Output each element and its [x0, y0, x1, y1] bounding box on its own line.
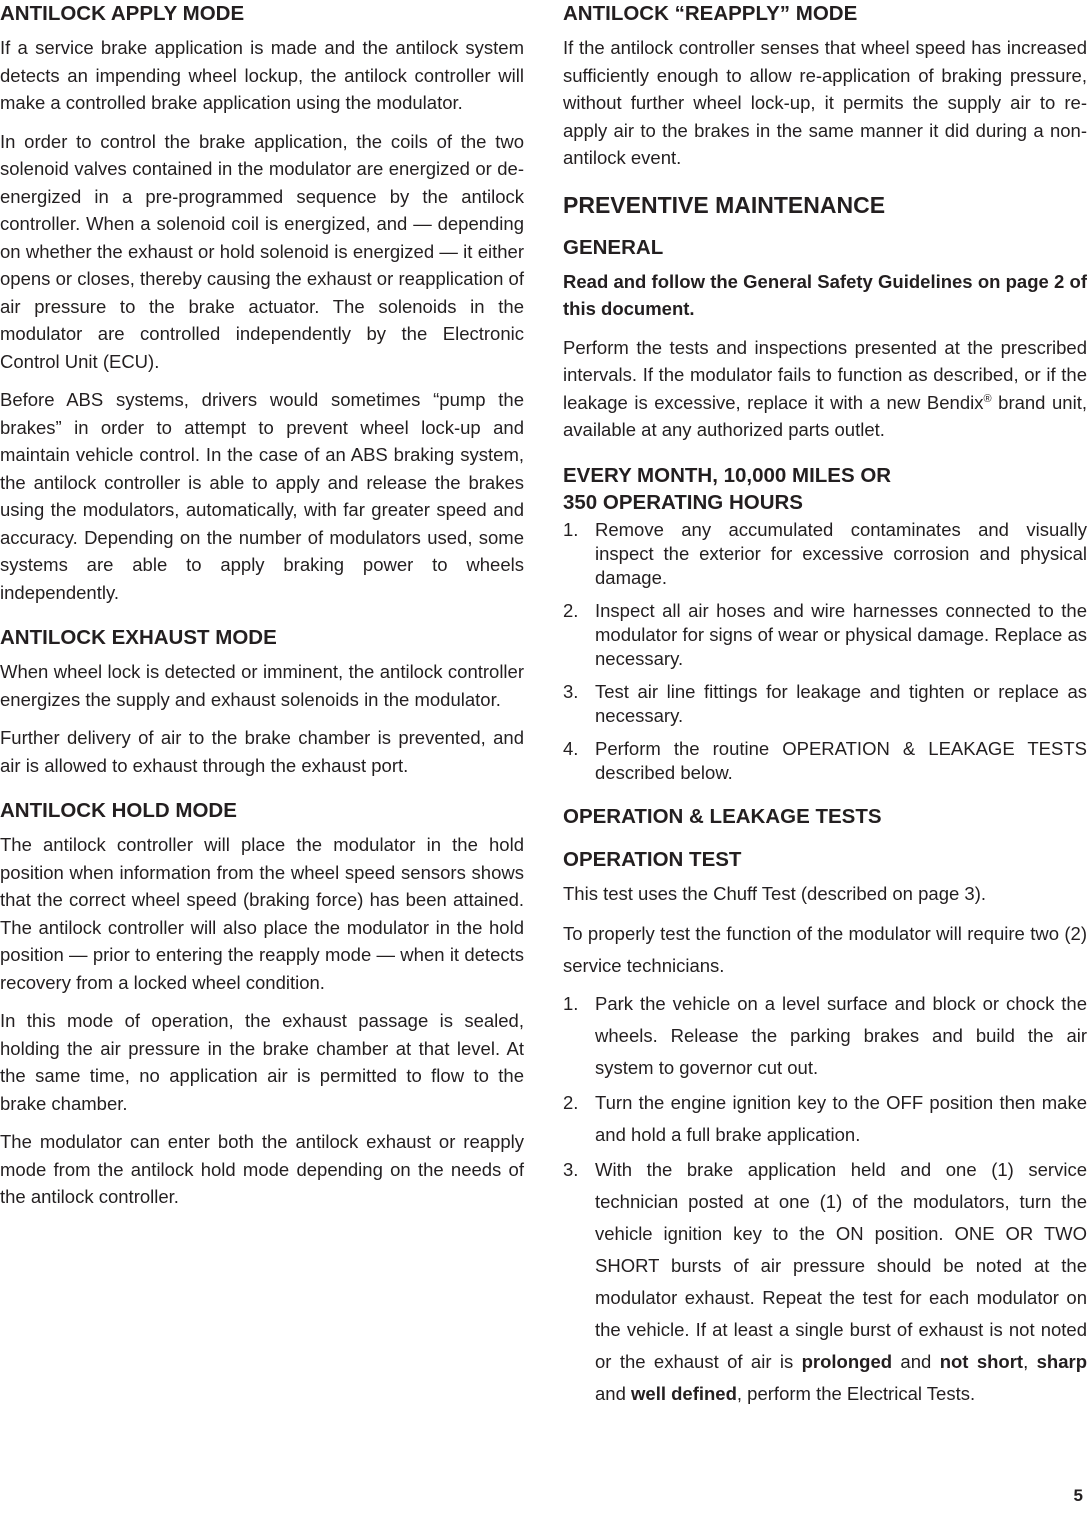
bold-text: prolonged [801, 1351, 893, 1372]
text-span: and [595, 1383, 632, 1404]
paragraph: When wheel lock is detected or imminent, the antilock controller energizes the supply and exhaust solenoids in the modulator. [0, 661, 524, 710]
operation-test-list [563, 988, 1087, 1410]
paragraph: If a service brake application is made and the antilock system detects an impending wheel lockup, the antilock controller will make a controlled brake application using the modulator. [0, 37, 524, 113]
heading-operation-leakage-tests: OPERATION & LEAKAGE TESTS [563, 804, 882, 828]
paragraph: Further delivery of air to the brake chamber is prevented, and air is allowed to exhaust through the exhaust port. [0, 727, 524, 776]
list-item [563, 518, 1087, 590]
item-number: 2. [563, 599, 579, 621]
item-number: 2. [563, 1092, 579, 1113]
text-span: With the brake application held and one (1) service technician posted at one (1) of the modulators, turn the vehicle ignition key to the ON position. ONE OR TWO SHORT bursts of air pressure should be noted at the modulator exhaust. Repeat the test for each modulator on the vehicle. If at least a single burst of exhaust is not noted or the exhaust of air is [595, 1159, 1087, 1372]
text-span: , perform the Electrical Tests. [736, 1383, 976, 1404]
item-number: 3. [563, 680, 579, 702]
item-number: 1. [563, 518, 579, 540]
item-text: Park the vehicle on a level surface and block or chock the wheels. Release the parking brakes and build the air system to governor cut out. [595, 993, 1087, 1078]
list-item [563, 680, 1087, 728]
registered-mark: ® [983, 392, 992, 405]
item-number: 3. [563, 1159, 579, 1180]
left-column [0, 0, 524, 1211]
heading-antilock-hold-mode: ANTILOCK HOLD MODE [0, 799, 237, 822]
paragraph: If the antilock controller senses that wheel speed has increased sufficiently enough to allow re-application of braking pressure, without further wheel lock-up, it permits the supply air to re-apply air to the brakes in the same manner it did during a non-antilock event. [563, 37, 1087, 168]
paragraph: Before ABS systems, drivers would sometimes “pump the brakes” in order to attempt to prevent wheel lock-up and maintain vehicle control. In the case of an ABS braking system, the antilock controller is able to apply and release the brakes using the modulators, automatically, with far greater speed and accuracy. Depending on the number of modulators used, some systems are able to apply braking power to wheels independently. [0, 389, 524, 603]
safety-guidelines-note: Read and follow the General Safety Guidelines on page 2 of this document. [563, 270, 1087, 319]
heading-preventive-maintenance: PREVENTIVE MAINTENANCE [563, 191, 886, 218]
bold-text: sharp [1036, 1351, 1087, 1372]
item-text: Inspect all air hoses and wire harnesses connected to the modulator for signs of wear or physical damage. Replace as necessary. [595, 599, 1087, 669]
monthly-list [563, 518, 1087, 785]
heading-line: 350 OPERATING HOURS [563, 490, 803, 514]
right-column [563, 0, 1087, 1410]
text-span: Perform the tests and inspections presented at the prescribed intervals. If the modulator fails to function as described, or if the leakage is excessive, replace it with a new Bendix [563, 336, 1087, 413]
heading-general: GENERAL [563, 235, 664, 259]
text-span: , [1023, 1351, 1037, 1372]
heading-antilock-exhaust-mode: ANTILOCK EXHAUST MODE [0, 626, 277, 649]
list-item [563, 1154, 1087, 1410]
heading-line: EVERY MONTH, 10,000 MILES OR [563, 463, 892, 487]
item-text: Remove any accumulated contaminates and visually inspect the exterior for excessive corrosion and physical damage. [595, 518, 1087, 588]
item-number: 1. [563, 993, 579, 1014]
paragraph: The modulator can enter both the antilock exhaust or reapply mode from the antilock hold mode depending on the needs of the antilock controller. [0, 1131, 524, 1207]
item-text: Turn the engine ignition key to the OFF position then make and hold a full brake application. [595, 1092, 1087, 1145]
heading-every-month [563, 462, 1087, 516]
list-item [563, 988, 1087, 1084]
list-item [563, 599, 1087, 671]
bold-text: well defined [631, 1383, 737, 1404]
paragraph: To properly test the function of the modulator will require two (2) service technicians. [563, 923, 1087, 976]
heading-antilock-reapply-mode: ANTILOCK “REAPPLY” MODE [563, 2, 858, 25]
paragraph [563, 334, 1087, 444]
heading-operation-test: OPERATION TEST [563, 847, 742, 871]
paragraph: In order to control the brake application, the coils of the two solenoid valves contained in the modulator are energized or de-energized in a pre-programmed sequence by the antilock controller. When a solenoid coil is energized, and — depending on whether the exhaust or hold solenoid is energized — it either opens or closes, thereby causing the exhaust or reapplication of air pressure to the brake actuator. The solenoids in the modulator are controlled independently by the Electronic Control Unit (ECU). [0, 130, 524, 372]
paragraph: This test uses the Chuff Test (described on page 3). [563, 882, 986, 904]
paragraph: In this mode of operation, the exhaust passage is sealed, holding the air pressure in the brake chamber at that level. At the same time, no application air is permitted to flow to the brake chamber. [0, 1010, 524, 1114]
text-span: and [892, 1351, 940, 1372]
list-item [563, 737, 1087, 785]
heading-antilock-apply-mode: ANTILOCK APPLY MODE [0, 2, 245, 25]
item-text: Test air line fittings for leakage and tighten or replace as necessary. [595, 680, 1087, 726]
list-item [563, 1087, 1087, 1151]
page-number: 5 [1073, 1486, 1083, 1505]
text-span: brand unit, available at any authorized parts outlet. [563, 391, 1087, 440]
bold-text: not short [939, 1351, 1024, 1372]
paragraph: The antilock controller will place the modulator in the hold position when information from the wheel speed sensors shows that the correct wheel speed (braking force) has been attained. The antilock controller will also place the modulator in the hold position — prior to entering the reapply mode — when it detects recovery from a locked wheel condition. [0, 834, 524, 993]
item-text: Perform the routine OPERATION & LEAKAGE TESTS described below. [595, 737, 1087, 783]
item-number: 4. [563, 737, 579, 759]
